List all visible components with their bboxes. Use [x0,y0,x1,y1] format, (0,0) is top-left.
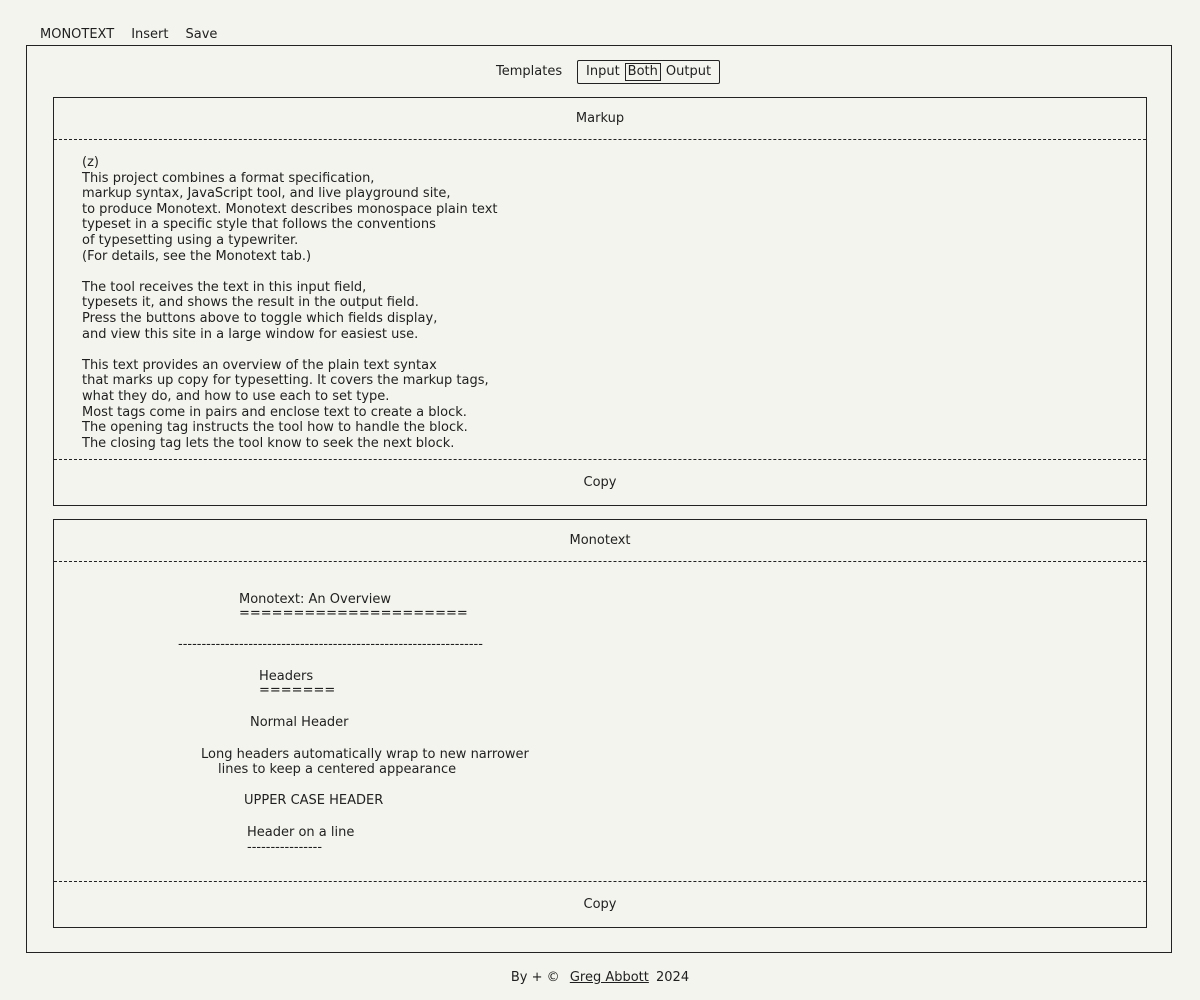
footer-prefix: By + © [510,970,560,985]
output-line: Header on a line [247,825,355,840]
view-toggle-group [577,60,720,84]
both-view-button[interactable]: Both [625,63,661,81]
output-line: ---------------- [247,840,323,855]
markup-panel [53,97,1147,506]
output-line: Monotext: An Overview [239,592,392,607]
save-menu[interactable]: Save [185,27,218,42]
markup-textarea[interactable]: (z) This project combines a format specification, markup syntax, JavaScript tool, and live playground site, to produce Monotext. Monotext describes monospace plain text typeset in a specific style that follows the conventions of typesetting using a typewriter. (For details, see the Monotext tab.) The tool receives the text in this input field, typesets it, and shows the result in the output field. Press the buttons above to toggle which fields display, and view this site in a large window for easiest use. This text provides an overview of the plain text syntax that marks up copy for typesetting. It covers the markup tags, what they do, and how to use each to set type. Most tags come in pairs and enclose text to create a block. The opening tag instructs the tool how to handle the block. The closing tag lets the tool know to seek the next block. [82,155,498,451]
markup-input[interactable] [54,140,1146,459]
author-link[interactable]: Greg Abbott [569,970,649,985]
output-line: ===================== [239,606,468,621]
footer-year: 2024 [656,970,690,985]
output-line: Normal Header [250,715,349,730]
output-panel-title: Monotext [54,520,1146,562]
footer [0,970,1200,985]
output-field [54,562,1146,881]
output-view-button[interactable]: Output [665,64,712,79]
menu-bar [40,27,217,43]
output-line: UPPER CASE HEADER [244,793,384,808]
output-line: ----------------------------------------------------------------- [178,637,483,652]
templates-button[interactable]: Templates [496,64,563,79]
input-view-button[interactable]: Input [586,64,620,79]
brand-menu[interactable]: MONOTEXT [40,27,115,42]
markup-copy-button[interactable]: Copy [54,459,1146,505]
output-panel [53,519,1147,928]
main-frame [26,45,1172,953]
output-copy-button[interactable]: Copy [54,881,1146,927]
output-line: ======= [259,683,336,698]
toolbar [27,60,1171,84]
output-line: Headers [259,669,314,684]
output-line: lines to keep a centered appearance [218,762,457,777]
markup-panel-title: Markup [54,98,1146,140]
output-line: Long headers automatically wrap to new narrower [201,747,529,762]
insert-menu[interactable]: Insert [131,27,169,42]
